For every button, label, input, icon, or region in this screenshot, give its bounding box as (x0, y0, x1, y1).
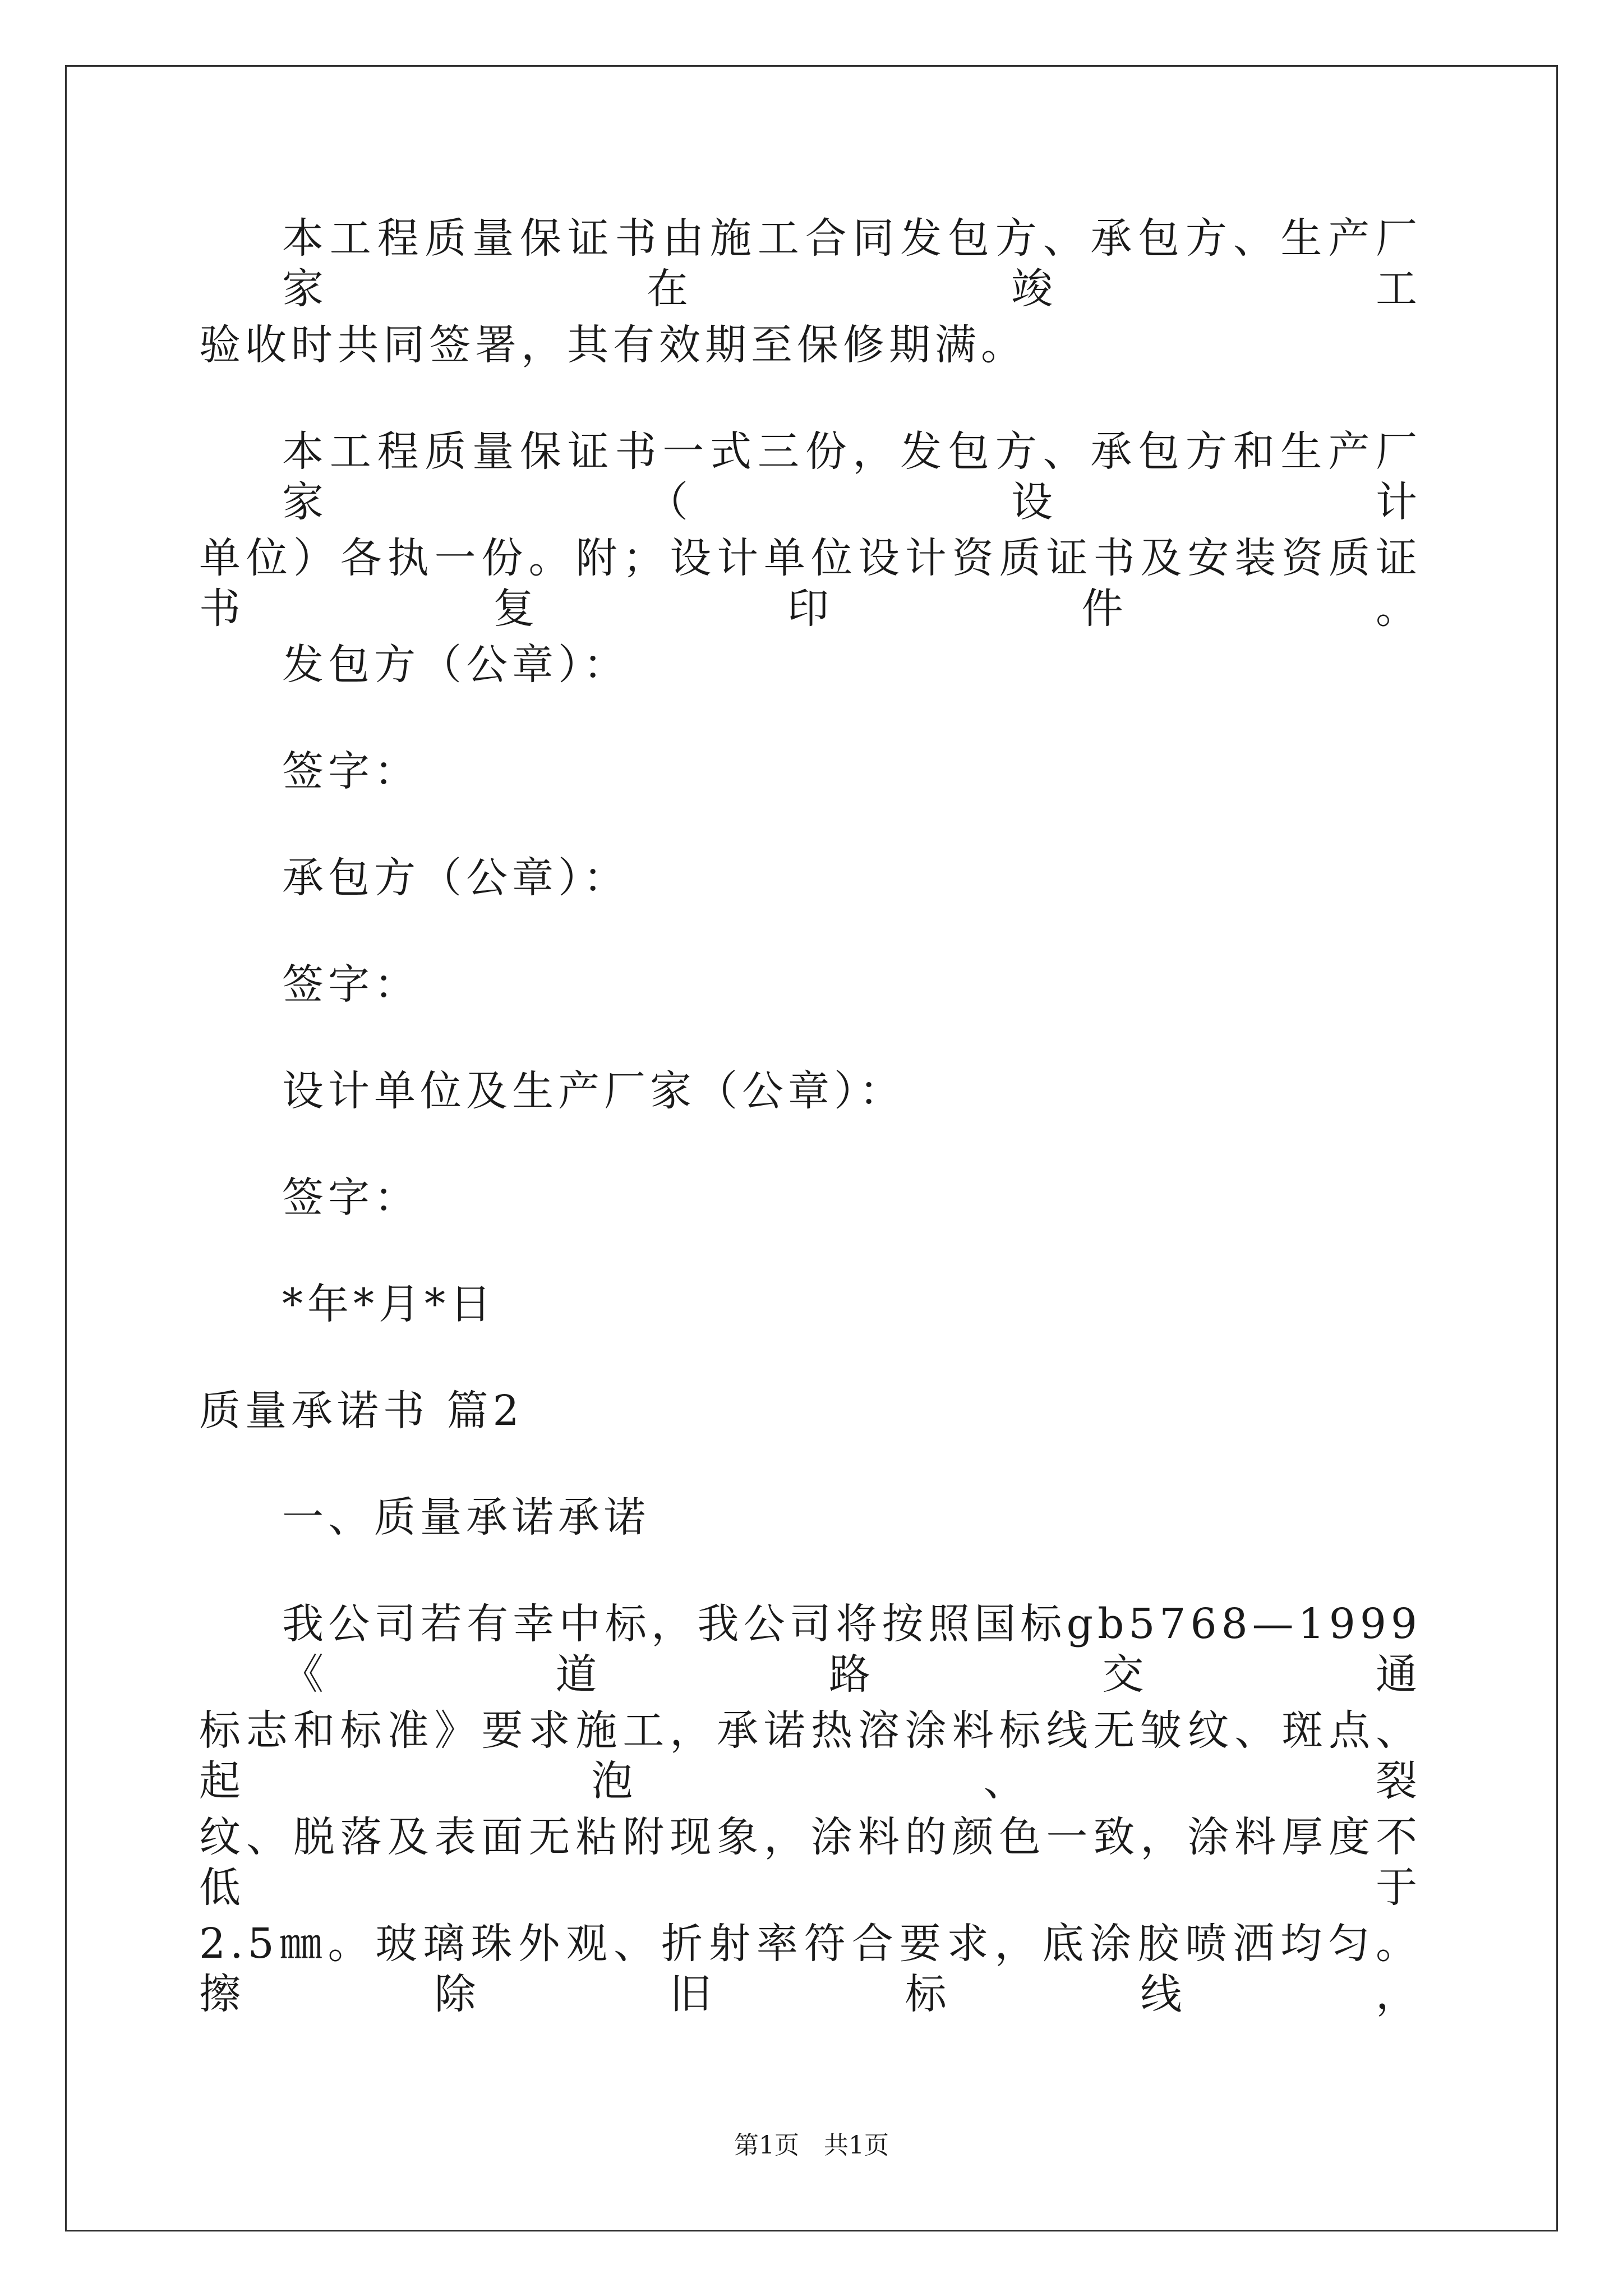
subsection-heading: 一、质量承诺承诺 (282, 1493, 650, 1542)
signature-label-employer: 发包方（公章）： (282, 641, 629, 689)
section-heading: 质量承诺书 篇2 (199, 1387, 524, 1435)
paragraph-line: 验收时共同签署，其有效期至保修期满。 (199, 321, 1027, 369)
paragraph-line: 纹、脱落及表面无粘附现象，涂料的颜色一致，涂料厚度不低于 (199, 1813, 1422, 1912)
signature-label: 签字： (282, 960, 420, 1009)
paragraph-line: 我公司若有幸中标，我公司将按照国标gb5768—1999《道路交通 (282, 1600, 1422, 1699)
signature-label-contractor: 承包方（公章）： (282, 854, 629, 902)
date-line: *年*月*日 (282, 1280, 496, 1328)
paragraph-line: 本工程质量保证书由施工合同发包方、承包方、生产厂家在竣工 (282, 214, 1422, 313)
paragraph-line: 单位）各执一份。附；设计单位设计资质证书及安装资质证书复印件。 (199, 534, 1422, 633)
page-footer: 第1页 共1页 (734, 2131, 889, 2160)
signature-label: 签字： (282, 747, 420, 795)
paragraph-line: 本工程质量保证书一式三份，发包方、承包方和生产厂家（设计 (282, 427, 1422, 526)
signature-label-designer: 设计单位及生产厂家（公章）： (282, 1067, 905, 1115)
paragraph-line: 标志和标准》要求施工，承诺热溶涂料标线无皱纹、斑点、起泡、裂 (199, 1706, 1422, 1805)
paragraph-line: 2.5㎜。玻璃珠外观、折射率符合要求，底涂胶喷洒均匀。擦除旧标线， (199, 1920, 1422, 2018)
signature-label: 签字： (282, 1174, 420, 1222)
